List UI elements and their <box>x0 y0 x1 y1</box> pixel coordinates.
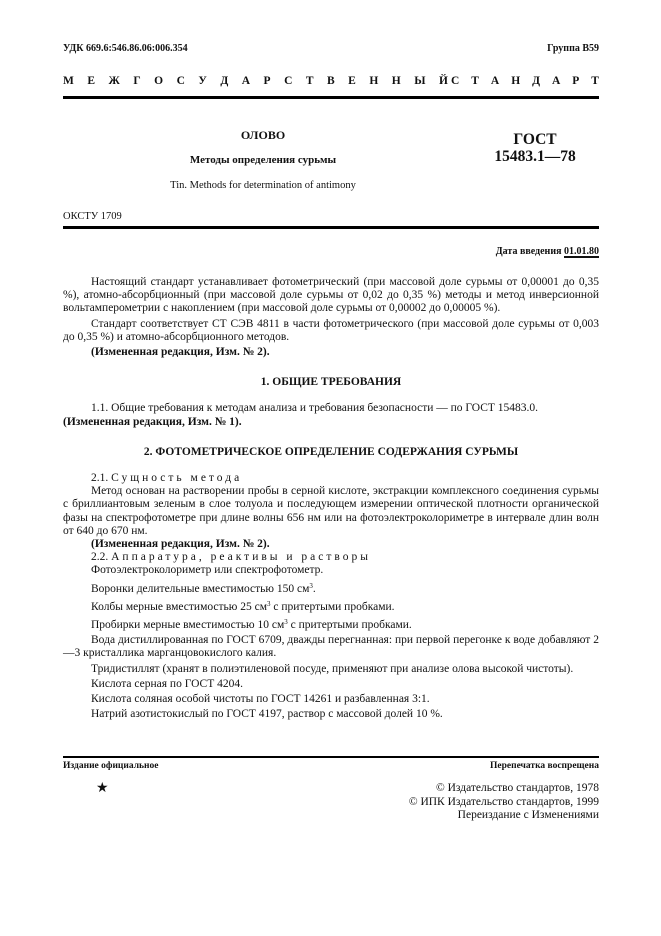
section-2-1-number: 2.1. <box>91 472 109 485</box>
header-rule <box>63 96 599 99</box>
banner-letter: С <box>176 75 185 87</box>
section-1-heading: 1. ОБЩИЕ ТРЕБОВАНИЯ <box>260 376 402 389</box>
equipment-item-text: Воронки делительные вместимостью 150 см <box>91 582 310 595</box>
equipment-item-text: с притертыми пробками. <box>270 600 395 613</box>
preamble-amendment: (Измененная редакция, Изм. № 2). <box>91 346 270 359</box>
section-2-1-amendment: (Измененная редакция, Изм. № 2). <box>91 538 270 551</box>
footer-rule <box>63 756 599 758</box>
banner-letter: Т <box>591 75 599 87</box>
equipment-item <box>63 598 599 614</box>
standard-banner <box>63 75 599 87</box>
okstu-code: ОКСТУ 1709 <box>63 211 122 222</box>
superscript: 3 <box>284 618 288 627</box>
banner-letter: Р <box>263 75 271 87</box>
section-2-1-title-text: Сущность метода <box>111 472 243 485</box>
equipment-item-text: . <box>312 582 316 595</box>
banner-word-interstate <box>63 75 448 87</box>
banner-letter: Н <box>369 75 379 87</box>
equipment-item-text: Колбы мерные вместимостью 25 см <box>91 600 267 613</box>
document-title: ОЛОВО <box>240 128 286 142</box>
banner-letter: С <box>284 75 293 87</box>
equipment-item <box>63 616 599 632</box>
star-icon: ★ <box>96 781 109 796</box>
banner-letter: Р <box>572 75 580 87</box>
title-rule <box>63 226 599 229</box>
banner-letter: А <box>552 75 561 87</box>
intro-date-label: Дата введения <box>495 246 562 257</box>
equipment-item <box>63 580 599 596</box>
section-2-1-title <box>63 472 599 485</box>
english-title: Tin. Methods for determination of antimony <box>170 180 356 191</box>
banner-letter: В <box>327 75 335 87</box>
section-2-2-title-text: Аппаратура, реактивы и растворы <box>111 551 371 564</box>
reagent-item: Натрий азотистокислый по ГОСТ 4197, раствор с массовой долей 10 %. <box>91 708 443 721</box>
equipment-item-text: Пробирки мерные вместимостью 10 см <box>91 619 285 632</box>
reagent-item: Тридистиллят (хранят в полиэтиленовой посуде, применяют при анализе олова высокой чистоты). <box>91 662 574 675</box>
banner-letter: Г <box>133 75 141 87</box>
section-2-1-text: Метод основан на растворении пробы в серной кислоте, экстракции комплексного соединения сурьмы с бриллиантовым зеленым в слое толуола и последующем измерении оптической плотности органической фазы на спектрофотометре при длине волны 656 нм или на фотоэлектроколориметре в интервале длин волн от 640 до 670 нм. <box>63 485 599 537</box>
intro-date-value: 01.01.80 <box>564 246 599 257</box>
reprint-prohibited: Перепечатка воспрещена <box>489 761 599 771</box>
banner-letter: Т <box>305 75 314 87</box>
reissue-note: Переиздание с Изменениями <box>457 809 599 821</box>
reagent-item: Кислота соляная особой чистоты по ГОСТ 14261 и разбавленная 3:1. <box>91 693 430 706</box>
section-2-2-title <box>63 551 599 564</box>
banner-letter: Д <box>532 75 541 87</box>
equipment-item: Фотоэлектроколориметр или спектрофотометр. <box>91 564 324 577</box>
banner-letter: О <box>154 75 164 87</box>
official-edition: Издание официальное <box>63 761 159 771</box>
reagent-item: Кислота серная по ГОСТ 4204. <box>91 677 243 690</box>
banner-letter: А <box>490 75 500 87</box>
banner-letter: Д <box>220 75 229 87</box>
section-2-2-number: 2.2. <box>91 551 109 564</box>
udk-code: УДК 669.6:546.86.06:006.354 <box>63 43 188 54</box>
superscript: 3 <box>309 581 313 590</box>
banner-letter: Т <box>471 75 479 87</box>
preamble-paragraph-2: Стандарт соответствует СТ СЭВ 4811 в части фотометрического (при массовой доле сурьмы от 0,003 до 0,35 %) и атомно-абсорбционного методов. <box>63 317 599 343</box>
banner-letter: А <box>241 75 251 87</box>
banner-letter: Ж <box>108 75 120 87</box>
banner-letter: Н <box>391 75 401 87</box>
banner-letter: С <box>451 75 460 87</box>
equipment-item-text: с притертыми пробками. <box>287 619 412 632</box>
gost-number: 15483.1—78 <box>494 148 576 165</box>
reagent-item: Вода дистиллированная по ГОСТ 6709, дважды перегнанная: при первой перегонке к воде добавляют 2—3 кристаллика марганцовокислого калия. <box>63 634 599 660</box>
banner-letter: Ы <box>414 75 426 87</box>
banner-letter: Е <box>87 75 96 87</box>
banner-letter: М <box>63 75 74 87</box>
preamble-paragraph-1: Настоящий стандарт устанавливает фотометрический (при массовой доле сурьмы от 0,00001 до 0,35 %), атомно-абсорбционный (при массовой доле сурьмы от 0,02 до 0,35 %) методы и метод инверсионной вольтамперометрии с накоплением (при массовой доле сурьмы от 0,00002 до 0,00005 %). <box>63 276 599 315</box>
section-1-1-text: 1.1. Общие требования к методам анализа и требования безопасности — по ГОСТ 15483.0. <box>91 402 539 415</box>
intro-date <box>496 246 599 257</box>
group-code: Группа В59 <box>547 43 599 54</box>
document-subtitle: Методы определения сурьмы <box>189 154 337 166</box>
banner-word-standard <box>451 75 599 87</box>
banner-letter: Н <box>511 75 521 87</box>
section-2-heading: 2. ФОТОМЕТРИЧЕСКОЕ ОПРЕДЕЛЕНИЕ СОДЕРЖАНИЯ СУРЬМЫ <box>143 445 519 458</box>
copyright-1978: © Издательство стандартов, 1978 <box>435 782 599 794</box>
banner-letter: Й <box>438 75 448 87</box>
superscript: 3 <box>266 599 271 608</box>
copyright-1999: © ИПК Издательство стандартов, 1999 <box>408 795 599 808</box>
copyright-block <box>409 782 599 823</box>
banner-letter: У <box>198 75 207 87</box>
banner-letter: Е <box>348 75 356 87</box>
gost-label: ГОСТ <box>513 131 557 148</box>
section-1-amendment: (Измененная редакция, Изм. № 1). <box>63 415 242 428</box>
document-body <box>63 276 599 721</box>
